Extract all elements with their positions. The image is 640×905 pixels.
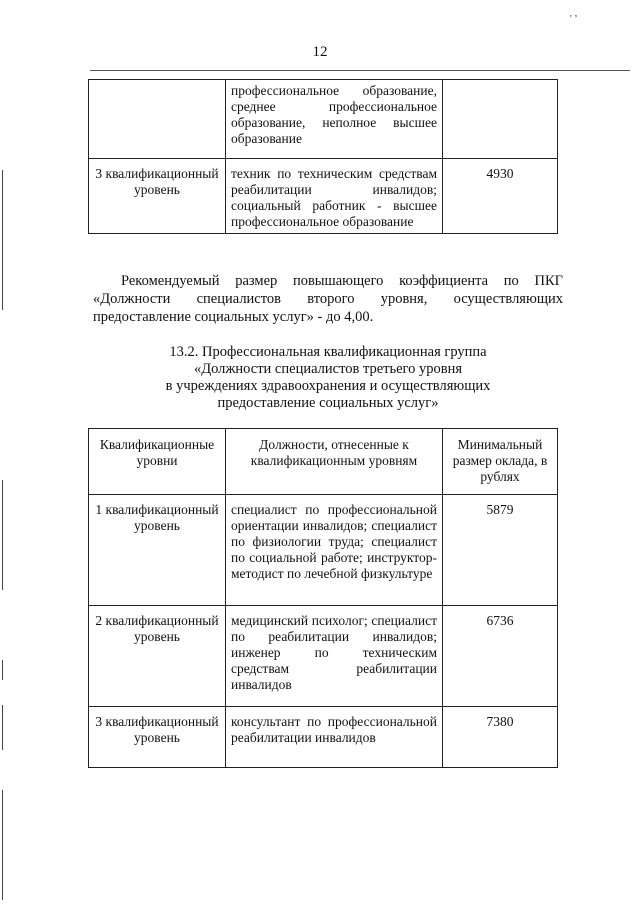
level-cell: 3 квалификационный уровень: [89, 159, 226, 234]
level-cell: [89, 80, 226, 159]
scan-mark: [2, 705, 3, 750]
salary-cell: 7380: [443, 707, 558, 768]
table-row: [89, 606, 558, 707]
level-cell: 2 квалификационный уровень: [89, 606, 226, 707]
level-cell: 1 квалификационный уровень: [89, 495, 226, 606]
positions-cell: техник по техническим средствам реабилитации инвалидов; социальный работник - высшее профессиональное образование: [226, 159, 443, 234]
header-rule: [90, 70, 630, 71]
section-heading: [93, 344, 563, 412]
salary-cell: 5879: [443, 495, 558, 606]
recommendation-paragraph: Рекомендуемый размер повышающего коэффициента по ПКГ «Должности специалистов второго уровня, осуществляющих предоставление социальных услуг» - до 4,00.: [93, 273, 563, 325]
table-continuation: [88, 79, 558, 234]
positions-cell: профессиональное образование, среднее профессиональное образование, неполное высшее образование: [226, 80, 443, 159]
table-row: [89, 495, 558, 606]
salary-cell: 6736: [443, 606, 558, 707]
section-heading-line: 13.2. Профессиональная квалификационная группа: [169, 344, 487, 360]
qualification-table: [88, 428, 558, 768]
salary-cell: [443, 80, 558, 159]
table-row: [89, 80, 558, 159]
level-cell: 3 квалификационный уровень: [89, 707, 226, 768]
positions-cell: медицинский психолог; специалист по реабилитации инвалидов; инженер по техническим средствам реабилитации инвалидов: [226, 606, 443, 707]
table-header-row: [89, 429, 558, 495]
column-header-positions: Должности, отнесенные к квалификационным уровням: [226, 429, 443, 495]
table-row: [89, 159, 558, 234]
positions-cell: консультант по профессиональной реабилитации инвалидов: [226, 707, 443, 768]
scan-edge-marks: [0, 0, 6, 905]
section-heading-line: «Должности специалистов третьего уровня: [193, 361, 463, 377]
scan-mark: [2, 170, 3, 310]
column-header-levels: Квалификационные уровни: [89, 429, 226, 495]
scan-mark: [2, 480, 3, 590]
table-row: [89, 707, 558, 768]
positions-cell: специалист по профессиональной ориентации инвалидов; специалист по физиологии труда; специалист по социальной работе; инструктор-методист по лечебной физкультуре: [226, 495, 443, 606]
salary-cell: 4930: [443, 159, 558, 234]
section-heading-line: в учреждениях здравоохранения и осуществляющих: [165, 378, 491, 394]
section-heading-line: предоставление социальных услуг»: [217, 395, 439, 411]
scan-mark: [2, 790, 3, 900]
column-header-salary: Минимальный размер оклада, в рублях: [443, 429, 558, 495]
scan-corner-ticks: ' ʼ: [570, 14, 578, 25]
scan-mark: [2, 660, 3, 680]
page-number: 12: [312, 44, 328, 60]
